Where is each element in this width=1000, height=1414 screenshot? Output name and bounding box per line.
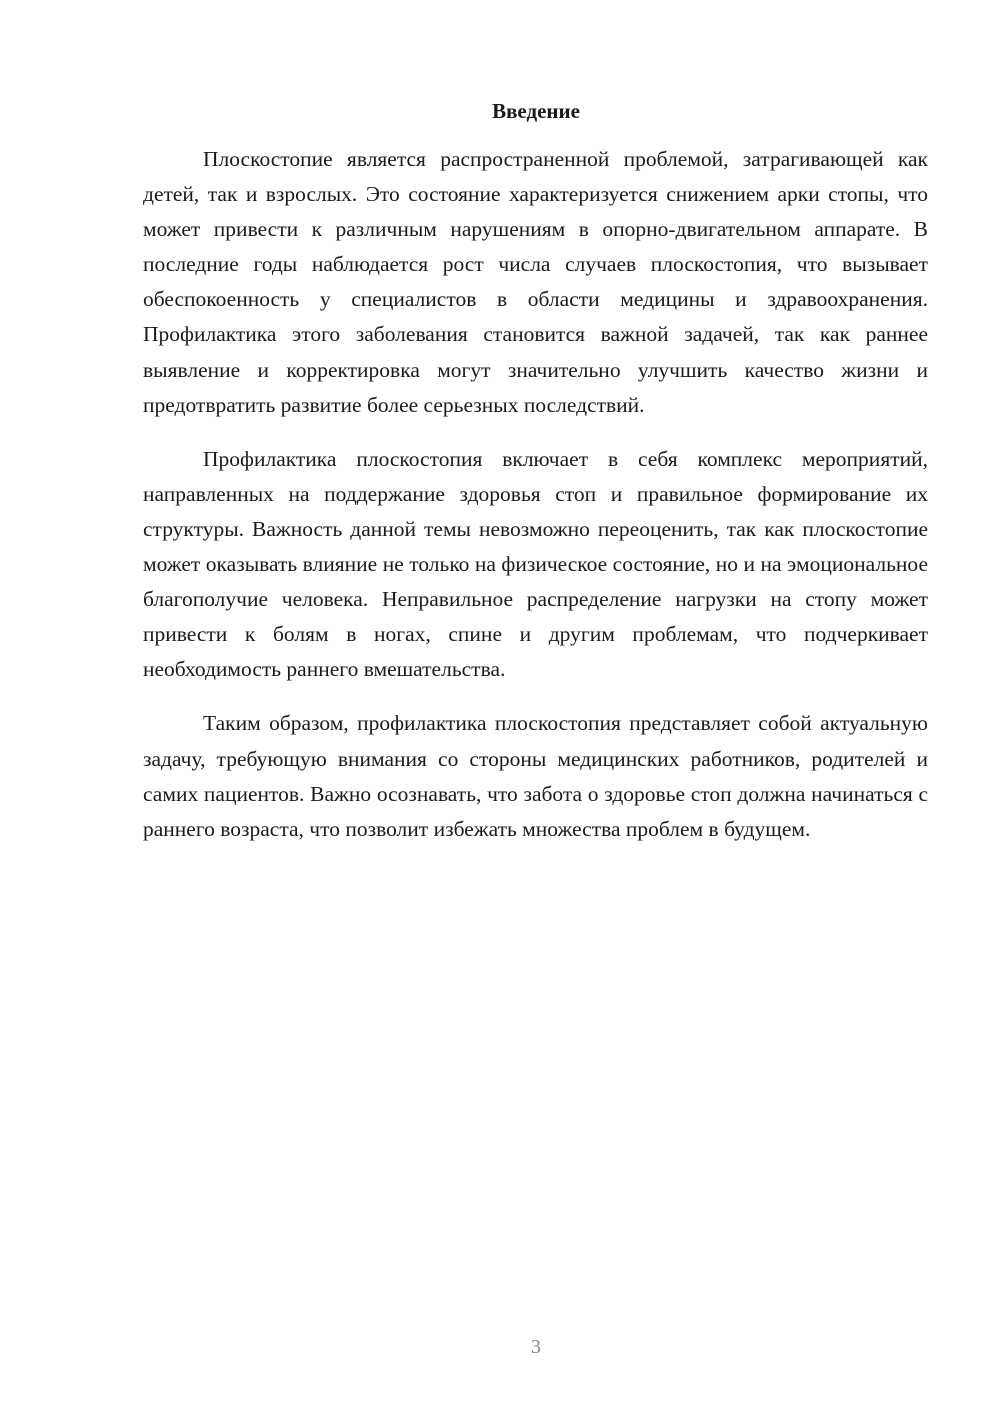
page-number: 3 — [531, 1336, 541, 1358]
paragraph-3: Таким образом, профилактика плоскостопия представляет собой актуальную задачу, требующую внимания со стороны медицинских работников, родителей и самих пациентов. Важно осознавать, что забота о здоровье стоп должна начинаться с раннего возраста, что позволит избежать множества проблем в будущем. — [143, 711, 928, 841]
body-text — [143, 142, 928, 866]
paragraph-2: Профилактика плоскостопия включает в себя комплекс мероприятий, направленных на поддержание здоровья стоп и правильное формирование их структуры. Важность данной темы невозможно переоценить, так как плоскостопие может оказывать влияние не только на физическое состояние, но и на эмоциональное благополучие человека. Неправильное распределение нагрузки на стопу может привести к болям в ногах, спине и другим проблемам, что подчеркивает необходимость раннего вмешательства. — [143, 446, 928, 682]
paragraph-1: Плоскостопие является распространенной проблемой, затрагивающей как детей, так и взрослых. Это состояние характеризуется снижением арки стопы, что может привести к различным нарушениям в опорно-двигательном аппарате. В последние годы наблюдается рост числа случаев плоскостопия, что вызывает обеспокоенность у специалистов в области медицины и здравоохранения. Профилактика этого заболевания становится важной задачей, так как раннее выявление и корректировка могут значительно улучшить качество жизни и предотвратить развитие более серьезных последствий. — [143, 147, 928, 417]
section-heading: Введение — [492, 99, 580, 123]
